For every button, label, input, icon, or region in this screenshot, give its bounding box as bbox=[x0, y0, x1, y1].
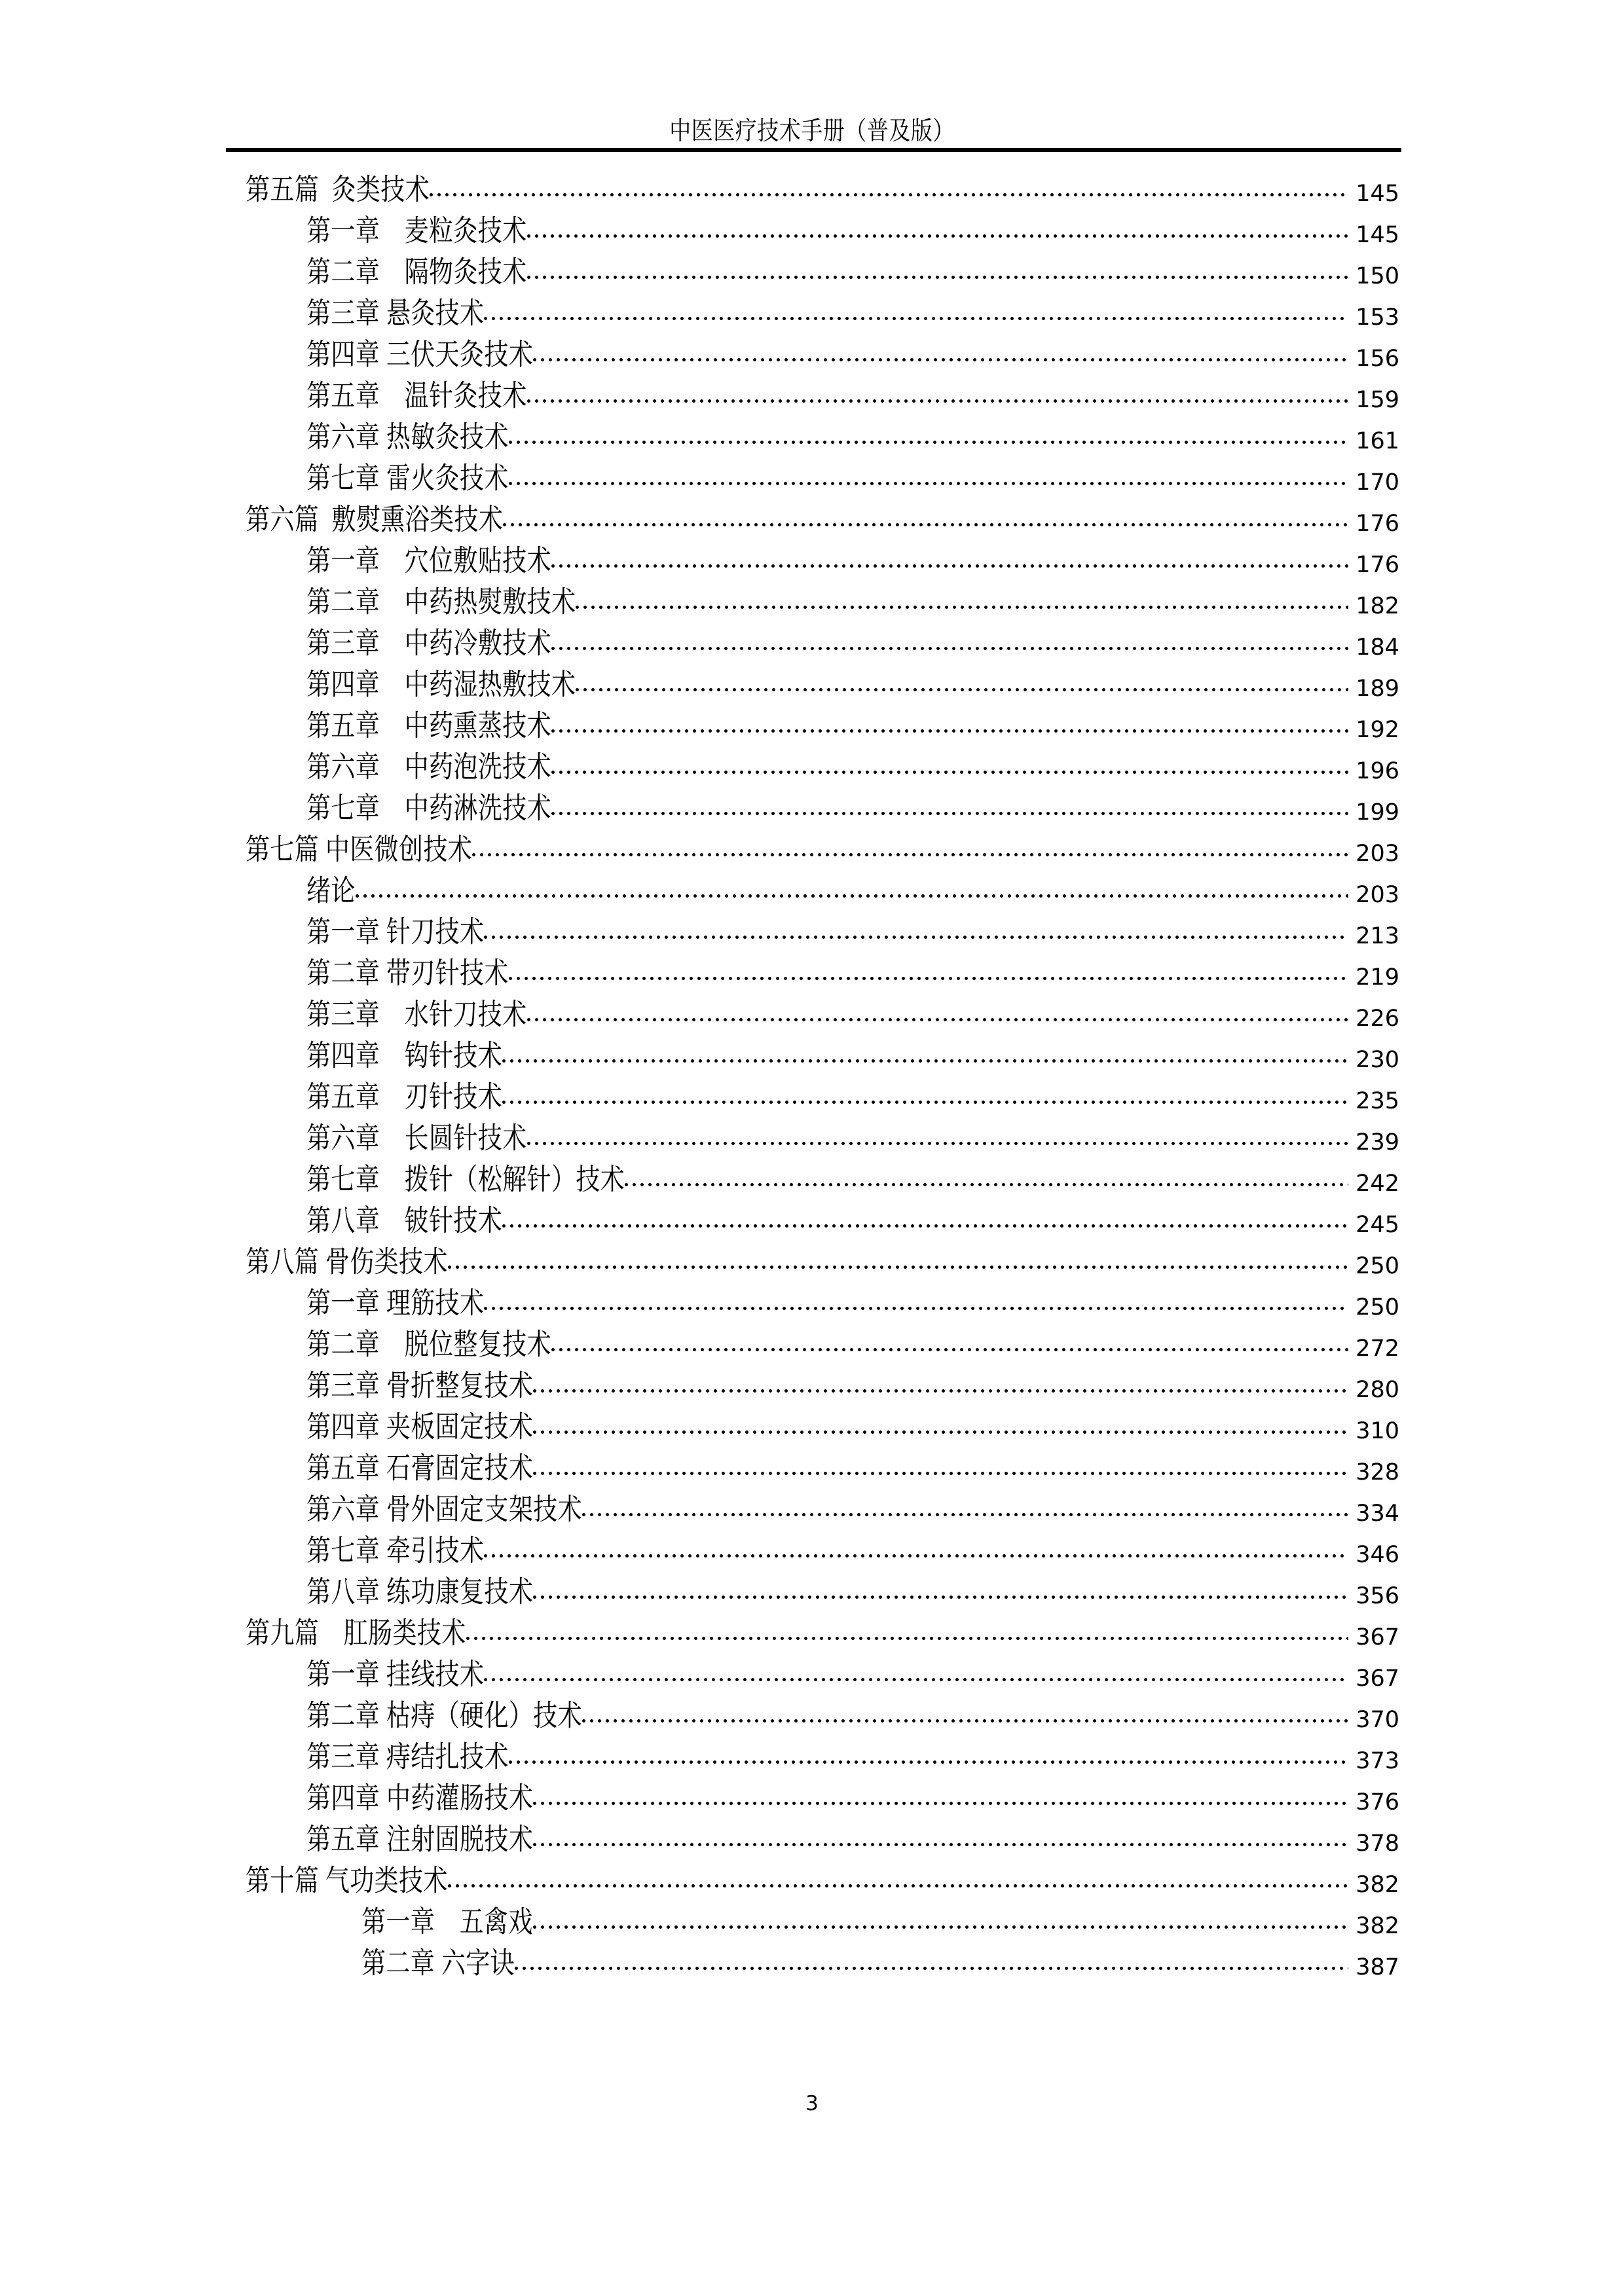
toc-dot-leader bbox=[509, 974, 1348, 984]
toc-entry-label: 第六篇 敷熨熏浴类技术 bbox=[246, 503, 504, 537]
toc-dot-leader bbox=[502, 1221, 1348, 1231]
toc-entry-page-number: 239 bbox=[1356, 1129, 1399, 1156]
toc-entry-page-number: 250 bbox=[1356, 1253, 1399, 1279]
toc-entry-page-number: 370 bbox=[1356, 1707, 1399, 1733]
toc-dot-leader bbox=[430, 190, 1348, 200]
toc-entry-label: 第三章 痔结扎技术 bbox=[306, 1741, 509, 1774]
toc-entry-label: 第二章 枯痔（硬化）技术 bbox=[306, 1700, 583, 1733]
toc-entry-label: 第六章 热敏灸技术 bbox=[306, 421, 509, 454]
toc-entry-page-number: 356 bbox=[1356, 1583, 1399, 1609]
toc-dot-leader bbox=[551, 726, 1348, 737]
toc-entry-page-number: 182 bbox=[1356, 593, 1399, 619]
toc-entry-page-number: 199 bbox=[1356, 799, 1399, 826]
toc-entry-page-number: 145 bbox=[1356, 181, 1399, 207]
toc-entry-label: 第五章 中药熏蒸技术 bbox=[306, 710, 551, 743]
toc-entry-page-number: 176 bbox=[1356, 511, 1399, 537]
toc-dot-leader bbox=[509, 479, 1348, 489]
toc-part-row[interactable] bbox=[226, 833, 1399, 882]
toc-dot-leader bbox=[448, 1881, 1348, 1891]
toc-dot-leader bbox=[527, 231, 1348, 242]
toc-entry-label: 第三章 骨折整复技术 bbox=[306, 1370, 534, 1403]
toc-dot-leader bbox=[533, 1427, 1348, 1438]
toc-entry-label: 第八章 铍针技术 bbox=[306, 1205, 503, 1238]
toc-dot-leader bbox=[551, 644, 1348, 654]
toc-dot-leader bbox=[484, 1551, 1348, 1561]
toc-dot-leader bbox=[551, 561, 1348, 572]
toc-dot-leader bbox=[502, 1056, 1348, 1066]
toc-entry-label: 第五章 温针灸技术 bbox=[306, 380, 527, 413]
toc-dot-leader bbox=[503, 520, 1348, 530]
toc-dot-leader bbox=[527, 1139, 1348, 1149]
toc-dot-leader bbox=[576, 602, 1348, 613]
header-divider-rule bbox=[226, 148, 1401, 152]
toc-entry-page-number: 153 bbox=[1356, 304, 1399, 331]
toc-dot-leader bbox=[533, 1592, 1348, 1603]
toc-entry-label: 第四章 中药灌肠技术 bbox=[306, 1782, 534, 1815]
toc-entry-label: 第七章 牵引技术 bbox=[306, 1535, 485, 1568]
toc-entry-page-number: 382 bbox=[1356, 1913, 1399, 1939]
footer-page-number: 3 bbox=[805, 2092, 819, 2115]
toc-entry-label: 第七章 拨针（松解针）技术 bbox=[306, 1163, 625, 1197]
toc-entry-page-number: 213 bbox=[1356, 923, 1399, 949]
toc-entry-page-number: 145 bbox=[1356, 222, 1399, 248]
toc-dot-leader bbox=[527, 396, 1348, 407]
toc-dot-leader bbox=[576, 685, 1348, 695]
toc-entry-page-number: 242 bbox=[1356, 1171, 1399, 1197]
toc-dot-leader bbox=[448, 1262, 1348, 1273]
toc-entry-label: 第二章 带刃针技术 bbox=[306, 957, 509, 991]
toc-entry-label: 第一章 挂线技术 bbox=[306, 1658, 485, 1692]
toc-entry-label: 第三章 水针刀技术 bbox=[306, 998, 527, 1032]
toc-entry-page-number: 272 bbox=[1356, 1336, 1399, 1362]
toc-entry-label: 第十篇 气功类技术 bbox=[246, 1865, 448, 1898]
toc-entry-page-number: 196 bbox=[1356, 758, 1399, 784]
toc-dot-leader bbox=[484, 932, 1348, 943]
toc-dot-leader bbox=[551, 1345, 1348, 1355]
toc-entry-label: 第二章 中药热熨敷技术 bbox=[306, 586, 576, 619]
toc-entry-label: 第五章 石膏固定技术 bbox=[306, 1452, 534, 1485]
toc-dot-leader bbox=[551, 767, 1348, 778]
toc-chapter-row[interactable] bbox=[226, 1947, 1399, 1995]
toc-entry-label: 第三章 悬灸技术 bbox=[306, 297, 485, 331]
toc-entry-page-number: 367 bbox=[1356, 1666, 1399, 1692]
running-header bbox=[0, 115, 1624, 146]
toc-dot-leader bbox=[527, 1015, 1348, 1025]
toc-entry-page-number: 334 bbox=[1356, 1501, 1399, 1527]
toc-entry-page-number: 203 bbox=[1356, 882, 1399, 908]
toc-entry-page-number: 226 bbox=[1356, 1006, 1399, 1032]
toc-entry-page-number: 245 bbox=[1356, 1212, 1399, 1238]
toc-entry-page-number: 310 bbox=[1356, 1418, 1399, 1444]
toc-entry-page-number: 176 bbox=[1356, 552, 1399, 578]
toc-dot-leader bbox=[582, 1510, 1348, 1520]
toc-entry-label: 第三章 中药冷敷技术 bbox=[306, 627, 551, 661]
toc-entry-page-number: 219 bbox=[1356, 964, 1399, 991]
toc-entry-label: 第二章 脱位整复技术 bbox=[306, 1328, 551, 1362]
toc-entry-label: 第四章 三伏天灸技术 bbox=[306, 338, 534, 372]
toc-entry-page-number: 159 bbox=[1356, 387, 1399, 413]
header-title: 中医医疗技术手册（普及版） bbox=[669, 115, 955, 146]
toc-entry-label: 第七章 雷火灸技术 bbox=[306, 462, 509, 496]
toc-dot-leader bbox=[527, 272, 1348, 283]
toc-dot-leader bbox=[484, 1303, 1348, 1314]
toc-entry-page-number: 156 bbox=[1356, 346, 1399, 372]
toc-entry-label: 第一章 理筋技术 bbox=[306, 1287, 485, 1321]
toc-entry-label: 第二章 六字诀 bbox=[361, 1947, 515, 1980]
toc-entry-label: 第六章 长圆针技术 bbox=[306, 1122, 527, 1156]
toc-dot-leader bbox=[484, 314, 1348, 324]
toc-dot-leader bbox=[533, 1798, 1348, 1809]
toc-entry-label: 第一章 针刀技术 bbox=[306, 916, 485, 949]
toc-entry-page-number: 376 bbox=[1356, 1789, 1399, 1815]
toc-entry-label: 绪论 bbox=[306, 875, 356, 908]
toc-entry-page-number: 230 bbox=[1356, 1047, 1399, 1073]
toc-entry-page-number: 346 bbox=[1356, 1542, 1399, 1568]
toc-dot-leader bbox=[472, 850, 1348, 860]
toc-entry-label: 第一章 穴位敷贴技术 bbox=[306, 545, 551, 578]
toc-entry-label: 第五篇 灸类技术 bbox=[246, 173, 430, 207]
toc-dot-leader bbox=[533, 1922, 1348, 1933]
toc-entry-page-number: 373 bbox=[1356, 1748, 1399, 1774]
toc-entry-page-number: 328 bbox=[1356, 1459, 1399, 1485]
toc-entry-label: 第六章 骨外固定支架技术 bbox=[306, 1493, 583, 1527]
toc-dot-leader bbox=[533, 1468, 1348, 1479]
toc-entry-label: 第二章 隔物灸技术 bbox=[306, 256, 527, 289]
toc-entry-page-number: 203 bbox=[1356, 841, 1399, 867]
toc-entry-page-number: 387 bbox=[1356, 1954, 1399, 1980]
toc-entry-label: 第四章 中药湿热敷技术 bbox=[306, 668, 576, 702]
toc-entry-page-number: 235 bbox=[1356, 1088, 1399, 1114]
toc-entry-page-number: 382 bbox=[1356, 1872, 1399, 1898]
toc-entry-page-number: 189 bbox=[1356, 676, 1399, 702]
toc-dot-leader bbox=[551, 809, 1348, 819]
toc-entry-page-number: 280 bbox=[1356, 1377, 1399, 1403]
toc-entry-page-number: 378 bbox=[1356, 1831, 1399, 1857]
toc-dot-leader bbox=[509, 1757, 1348, 1768]
toc-entry-label: 第一章 五禽戏 bbox=[361, 1906, 533, 1939]
toc-dot-leader bbox=[533, 1386, 1348, 1396]
toc-dot-leader bbox=[502, 1097, 1348, 1108]
page-footer bbox=[0, 2092, 1624, 2115]
table-of-contents bbox=[0, 173, 1624, 1995]
toc-entry-label: 第八章 练功康复技术 bbox=[306, 1576, 534, 1609]
toc-entry-page-number: 161 bbox=[1356, 428, 1399, 454]
toc-dot-leader bbox=[625, 1180, 1348, 1190]
toc-entry-page-number: 250 bbox=[1356, 1294, 1399, 1321]
toc-dot-leader bbox=[466, 1633, 1348, 1644]
toc-entry-label: 第六章 中药泡洗技术 bbox=[306, 751, 551, 784]
toc-entry-label: 第五章 刃针技术 bbox=[306, 1081, 503, 1114]
toc-entry-label: 第七篇 中医微创技术 bbox=[246, 833, 473, 867]
toc-dot-leader bbox=[533, 1840, 1348, 1850]
toc-dot-leader bbox=[582, 1716, 1348, 1726]
toc-entry-label: 第九篇 肛肠类技术 bbox=[246, 1617, 466, 1650]
toc-entry-page-number: 150 bbox=[1356, 263, 1399, 289]
toc-entry-label: 第四章 钩针技术 bbox=[306, 1040, 503, 1073]
toc-entry-label: 第五章 注射固脱技术 bbox=[306, 1823, 534, 1857]
toc-entry-page-number: 367 bbox=[1356, 1624, 1399, 1650]
toc-dot-leader bbox=[509, 437, 1348, 448]
toc-dot-leader bbox=[515, 1963, 1348, 1974]
toc-dot-leader bbox=[533, 355, 1348, 365]
toc-entry-label: 第四章 夹板固定技术 bbox=[306, 1411, 534, 1444]
toc-entry-page-number: 192 bbox=[1356, 717, 1399, 743]
toc-dot-leader bbox=[484, 1675, 1348, 1685]
toc-entry-label: 第七章 中药淋洗技术 bbox=[306, 792, 551, 826]
toc-entry-page-number: 170 bbox=[1356, 469, 1399, 496]
toc-dot-leader bbox=[356, 891, 1348, 902]
toc-entry-label: 第一章 麦粒灸技术 bbox=[306, 215, 527, 248]
toc-entry-label: 第八篇 骨伤类技术 bbox=[246, 1246, 448, 1279]
toc-entry-page-number: 184 bbox=[1356, 634, 1399, 661]
